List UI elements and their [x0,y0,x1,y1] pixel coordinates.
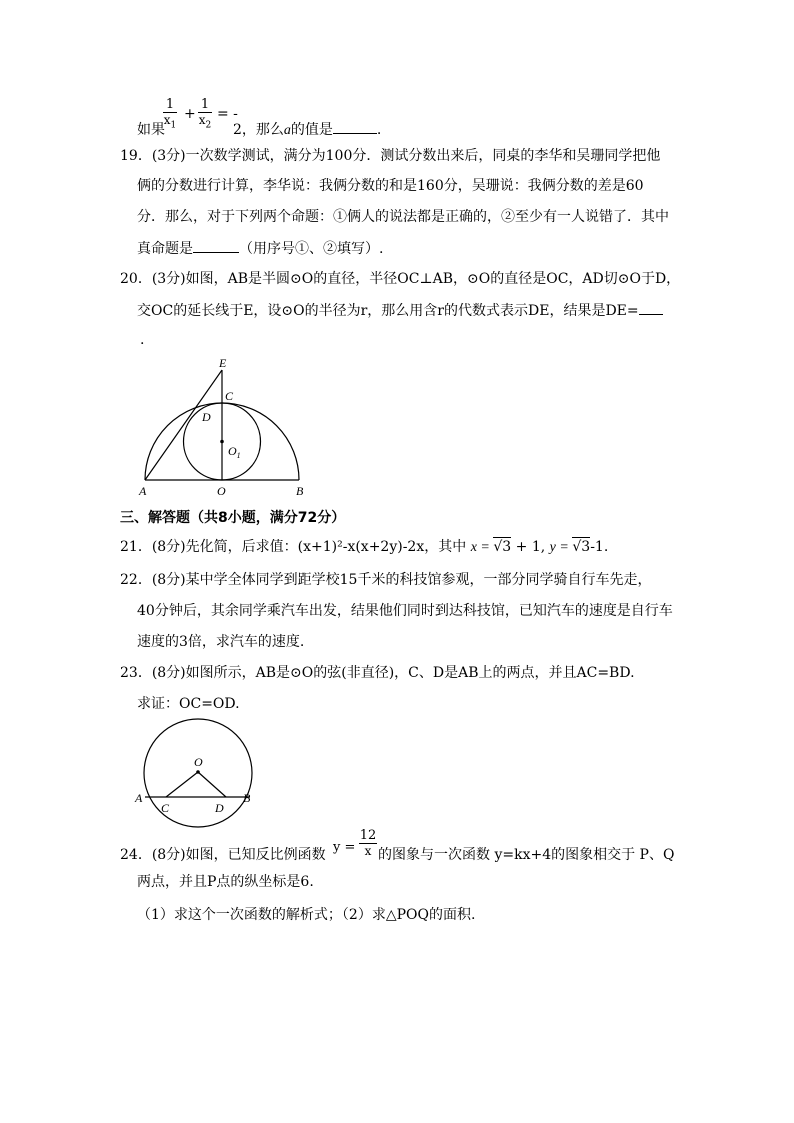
q21-x-sqrt: √3 [493,539,512,555]
label-e: E [219,356,227,370]
label-o1-sub: 1 [236,451,241,460]
segment-oc [166,772,198,797]
tangent-ae [145,370,222,480]
q20-line-2 [137,300,663,321]
var-a: a [283,123,291,138]
q24-post: 的图象与一次函数 y=kx+4的图象相交于 P、Q [378,847,675,863]
label-o1-main: O [228,444,237,458]
label-d: D [202,410,211,424]
equals-minus: = - [217,106,238,122]
center-o [196,770,200,774]
q20-answer-blank[interactable] [639,300,663,315]
q21-x-rest: + 1, [511,539,546,555]
q22-line-1: 22．(8分)某中学全体同学到距学校15千米的科技馆参观，一部分同学骑自行车先走， [120,572,652,588]
q21-x-val: 3 [502,539,512,555]
frac-1-sub: 1 [170,120,177,131]
q24-frac-num: 12 [359,828,377,843]
label-d: D [215,801,224,815]
q24-line-3: （1）求这个一次函数的解析式；（2）求△POQ的面积. [137,907,476,923]
frac-1-num: 1 [163,97,177,113]
q21-text: 21．(8分)先化简，后求值：(x+1)²-x(x+2y)-2x，其中 [120,539,467,555]
q21-y-sqrt: √3 [572,539,591,555]
q20-line-1: 20．(3分)如图，AB是半圆⊙O的直径，半径OC⊥AB，⊙O的直径是OC，AD切⊙O于D， [120,271,681,287]
q24-frac [359,828,377,859]
center-o1 [220,440,224,444]
q19-prefix: 真命题是 [137,241,193,257]
section-3-heading: 三、解答题（共8小题，满分72分） [120,510,346,526]
label-b: B [243,791,251,805]
q22-line-3: 速度的3倍，求汽车的速度. [137,634,305,650]
q21-x-label: x = [470,540,494,555]
q23-figure [130,718,270,828]
q18-line [137,119,381,141]
q18-end: . [376,122,382,138]
frac-2-num: 1 [198,97,212,113]
q21-y-label: y = [549,540,573,555]
q23-line-2: 求证：OC=OD. [137,696,240,712]
label-c: C [225,389,234,403]
q24-pre: 24．(8分)如图，已知反比例函数 [120,847,326,863]
q20-line-3: . [140,332,145,348]
frac-1-den: x [163,113,171,127]
label-a: A [135,791,143,805]
q21-y-rest: -1. [590,539,609,555]
q18-pre: 如果 [137,122,165,138]
q18-post: 的值是 [290,122,333,138]
q24-line-2: 两点，并且P点的纵坐标是6. [137,874,314,890]
q24-frac-den: x [364,844,372,858]
label-c: C [161,801,170,815]
q19-line-3: 分．那么，对于下列两个命题：①俩人的说法都是正确的，②至少有一人说错了．其中 [137,209,669,225]
q20-text: 交OC的延长线于E，设⊙O的半径为r，那么用含r的代数式表示DE，结果是DE= [137,303,639,319]
q22-line-2: 40分钟后，其余同学乘汽车出发，结果他们同时到达科技馆，已知汽车的速度是自行车 [137,603,673,619]
q19-answer-blank[interactable] [193,238,239,253]
label-o: O [217,484,226,498]
label-o: O [194,755,203,769]
q18-mid: 2，那么 [233,122,284,138]
q21-y-val: 3 [581,539,591,555]
plus-sign: + [184,106,196,122]
label-a: A [139,484,147,498]
label-o1 [228,444,241,460]
q23-line-1: 23．(8分)如图所示，AB是⊙O的弦(非直径)，C、D是AB上的两点，并且AC=BD. [120,665,635,681]
segment-od [198,772,226,797]
q19-suffix: （用序号①、②填写）. [239,241,384,257]
q19-line-2: 俩的分数进行计算，李华说：我俩分数的和是160分，吴珊说：我俩分数的差是60 [137,178,644,194]
frac-2-sub: 2 [205,120,212,131]
q24-y-eq: y = [333,840,356,855]
frac-2-den: x [198,113,206,127]
q21-line [120,537,608,558]
label-b: B [296,484,304,498]
q19-line-1: 19．(3分)一次数学测试，满分为100分．测试分数出来后，同桌的李华和吴珊同学把他 [120,148,661,164]
q18-answer-blank[interactable] [333,119,377,134]
q19-line-4 [137,238,383,259]
q20-figure [130,355,330,505]
